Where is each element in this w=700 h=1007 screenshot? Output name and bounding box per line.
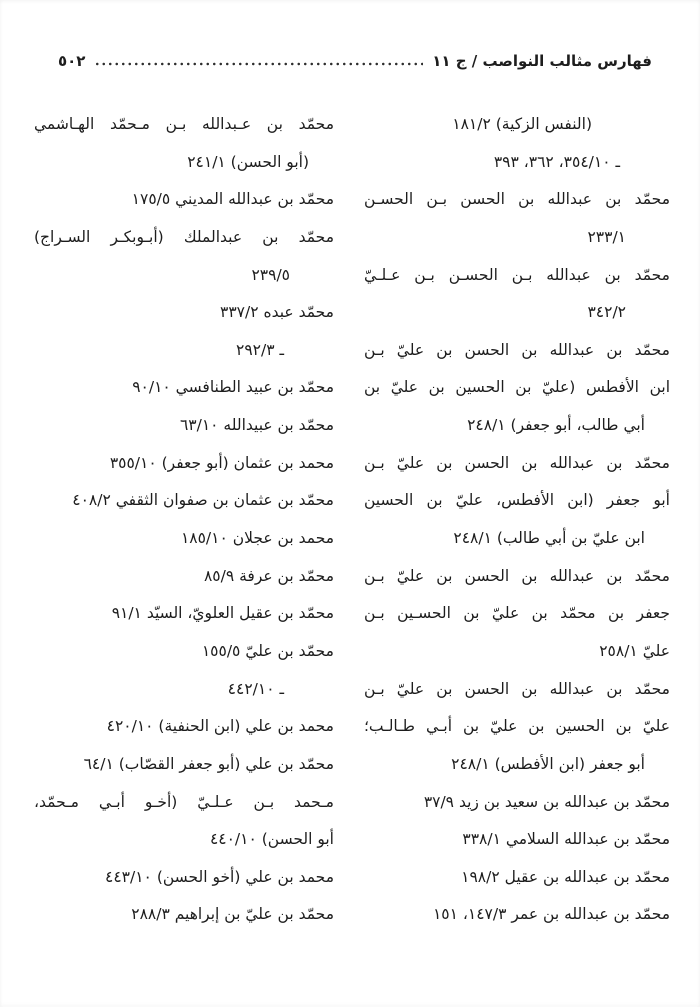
index-line: ـ ٣٥٤/١٠، ٣٦٢، ٣٩٣ [493,152,620,171]
index-line: ـ ٢٩٢/٣ [236,340,284,359]
index-line: محمّد بن عرفة ٨٥/٩ [203,566,334,585]
index-line: محمد بن علي (أخو الحسن) ٤٤٣/١٠ [105,867,334,886]
index-line: محمّد بن عليّ ١٥٥/٥ [201,641,334,660]
book-title-header: فهارس مثالب النواصب / ج ١١ [432,52,652,70]
index-line: محمّد بن علي (أبو جعفر القصّاب) ٦٤/١ [83,754,334,773]
index-line: أبو الحسن) ٤٤٠/١٠ [209,830,334,849]
dot-leader [94,60,423,67]
index-line: محمّد بن عثمان بن صفوان الثقفي ٤٠٨/٢ [72,491,334,510]
index-line: ـ ٤٤٢/١٠ [227,679,284,698]
index-line: محمّد بن عبدالله المديني ١٧٥/٥ [131,190,334,209]
index-line: ٢٣٩/٥ [251,265,290,284]
index-line: ٢٣٣/١ [587,227,626,246]
index-line: عليّ بن الحسين بن عليّ بن أبـي طـالـب؛ [364,717,670,736]
index-column-right [364,106,670,934]
index-line: محمّد بن عـبدالله بـن مـحمّد الهـاشمي [34,115,334,133]
index-line: محمّد بن عبدالله بن عمر ١٤٧/٣، ١٥١ [432,905,670,924]
index-line: محمّد بن عبدالله بن الحسن بن عليّ بـن [364,340,670,359]
index-line: محمد بن علي (ابن الحنفية) ٤٢٠/١٠ [106,717,334,736]
index-line: محمّد بن عبدالله بن عقيل ١٩٨/٢ [461,867,670,886]
index-line: محمّد بن عبيدالله ٦٣/١٠ [179,416,334,435]
index-line: محمّد بن عبدالله بن الحسن بن عليّ بـن [364,679,670,698]
index-line: محمّد بن عبدالله بن الحسن بـن الحسـن [364,190,670,209]
index-column-left [34,106,334,934]
index-line: محمّد بن عبدالله بـن الحسـن بـن عـلـيّ [364,265,670,284]
index-line: محمّد بن عبدالله بن الحسن بن عليّ بـن [364,453,670,472]
index-line: محمّد بن عبدالله السلامي ٣٣٨/١ [462,830,670,849]
index-line: محمّد بن عبدالملك (أبـوبكـر السـراج) [34,227,334,246]
index-line: محمّد بن عبدالله بن الحسن بن عليّ بـن [364,566,670,585]
index-line: محمد بن عجلان ١٨٥/١٠ [180,529,334,548]
index-line: محمد بن عثمان (أبو جعفر) ٣٥٥/١٠ [109,453,334,472]
index-columns [0,106,700,934]
index-line: محمّد عبده ٣٣٧/٢ [220,303,334,322]
index-line: أبو جعفر (ابن الأفطس) ٢٤٨/١ [451,754,645,773]
index-line: ابن عليّ بن أبي طالب) ٢٤٨/١ [453,529,645,548]
index-line: محمّد بن عقيل العلويّ، السيّد ٩١/١ [111,604,334,623]
index-line: عليّ ٢٥٨/١ [599,641,670,660]
running-header [0,52,700,70]
index-line: محمّد بن عليّ بن إبراهيم ٢٨٨/٣ [131,905,334,924]
index-line: أبي طالب، أبو جعفر) ٢٤٨/١ [467,416,645,435]
index-line: ٣٤٢/٢ [587,303,626,322]
index-line: محمّد بن عبدالله بن سعيد بن زيد ٣٧/٩ [423,792,670,811]
index-line: ابن الأفطس (عليّ بن الحسين بن عليّ بن [364,378,670,397]
index-line: أبو جعفر (ابن الأفطس، عليّ بن الحسين [364,491,670,510]
index-line: جعفر بن محمّد بن عليّ بن الحسـين بـن [364,604,670,623]
index-line: (أبو الحسن) ٢٤١/١ [187,152,309,171]
index-line: (النفس الزكية) ١٨١/٢ [452,115,592,133]
index-line: محمّد بن عبيد الطنافسي ٩٠/١٠ [132,378,334,397]
index-line: مـحمد بـن عـلـيّ (أخـو أبـي مـحمّد، [34,792,334,811]
page-number: ٥٠٢ [58,52,86,70]
